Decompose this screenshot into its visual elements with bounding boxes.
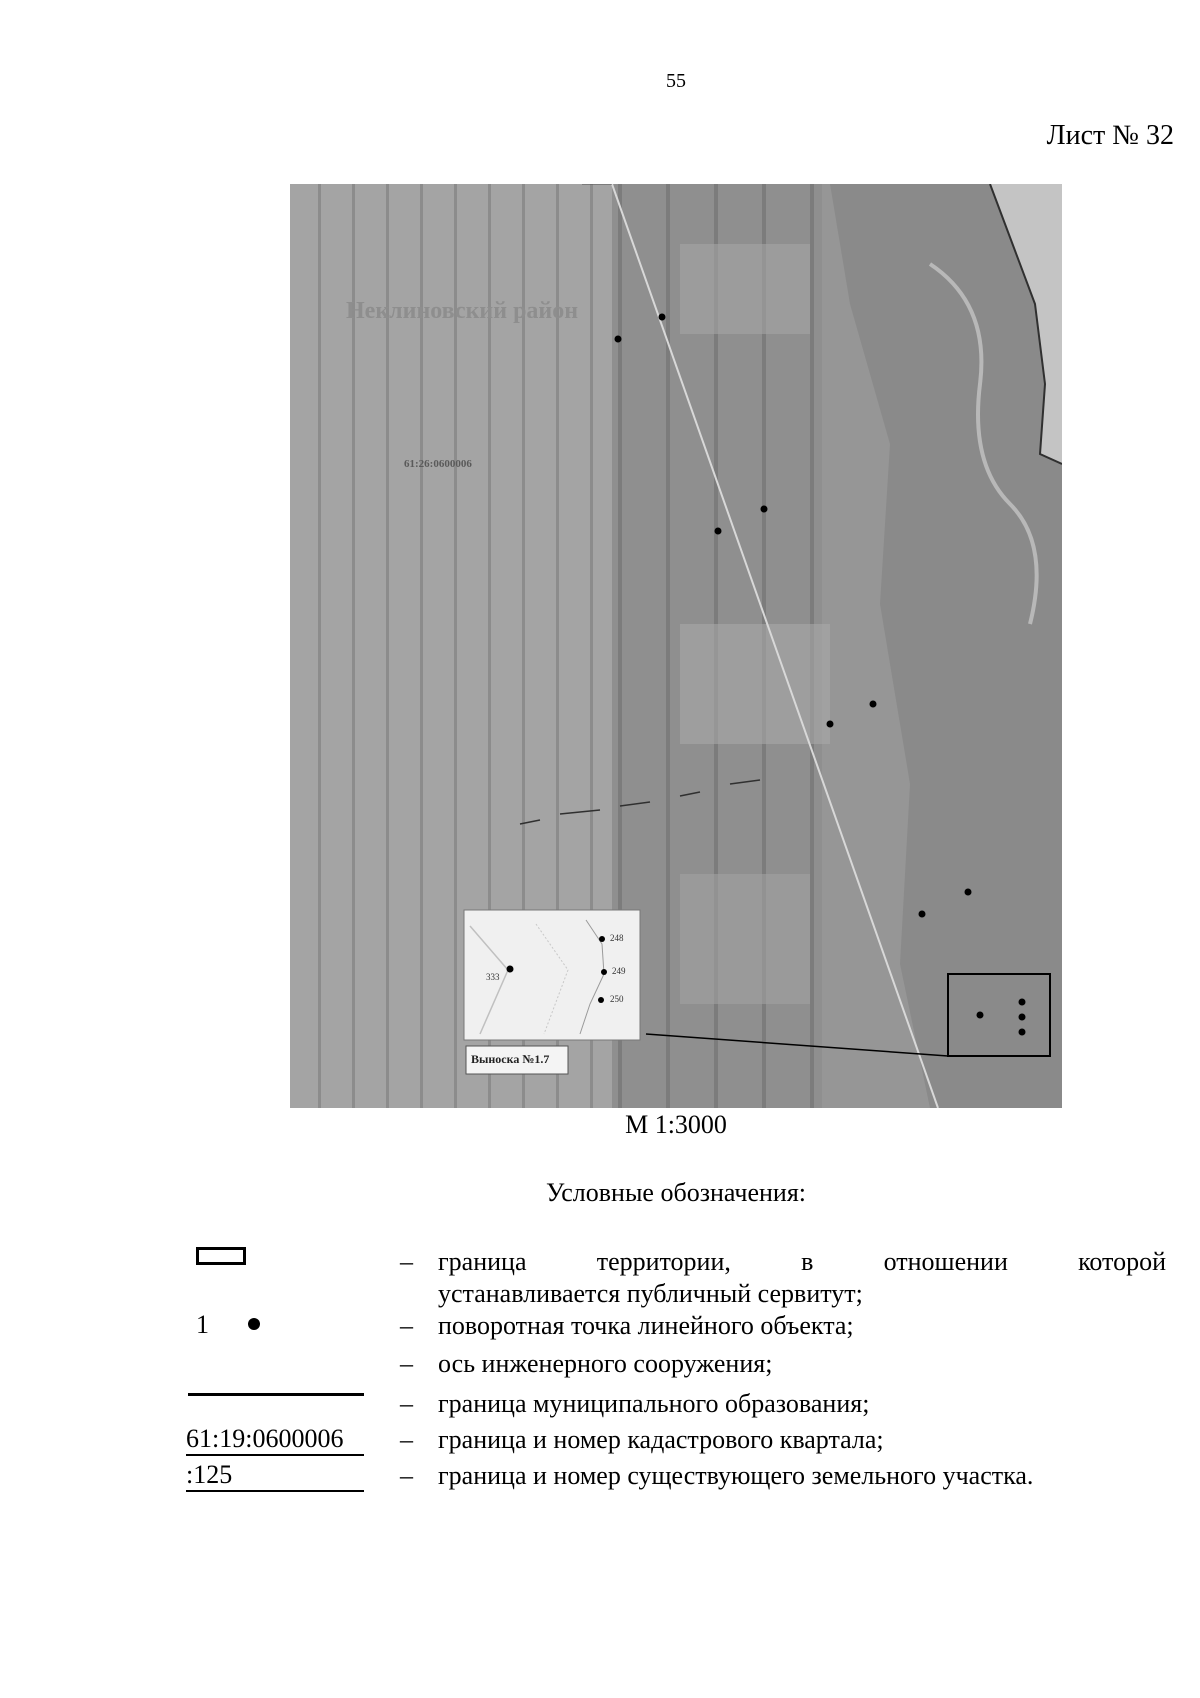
district-label: Неклиновский район (346, 298, 579, 324)
page-number: 55 (666, 70, 686, 92)
municipal-boundary-symbol (188, 1393, 364, 1396)
legend-description: граница и номер кадастрового квартала; (438, 1425, 884, 1454)
map-image (290, 184, 1062, 1108)
inset-point-label: 249 (612, 966, 626, 976)
legend-dash: – (400, 1311, 413, 1340)
legend-dash: – (400, 1247, 413, 1276)
sheet-label: Лист № 32 (1046, 120, 1174, 151)
legend-description: поворотная точка линейного объекта; (438, 1311, 854, 1340)
cadastral-quarter-label: 61:26:0600006 (404, 458, 472, 470)
cadastral-quarter-symbol: 61:19:0600006 (186, 1424, 344, 1453)
legend-description: граница муниципального образования; (438, 1389, 870, 1418)
legend-dash: – (400, 1425, 413, 1454)
legend-description: устанавливается публичный сервитут; (438, 1279, 863, 1308)
inset-point-label: 333 (486, 972, 500, 982)
legend-dash: – (400, 1349, 413, 1378)
legend-description: ось инженерного сооружения; (438, 1349, 773, 1378)
legend-description: граница территории, в отношении которой (438, 1247, 1166, 1276)
inset-point-label: 248 (610, 933, 624, 943)
legend-dash: – (400, 1461, 413, 1490)
turning-point-dot-symbol (248, 1318, 260, 1330)
land-plot-symbol: :125 (186, 1460, 233, 1489)
inset-caption: Выноска №1.7 (471, 1052, 550, 1066)
map-scale: М 1:3000 (625, 1110, 727, 1139)
cadastral-quarter-underline (186, 1454, 364, 1456)
inset-point-label: 250 (610, 994, 624, 1004)
turning-point-number-symbol: 1 (196, 1310, 209, 1339)
legend-title: Условные обозначения: (545, 1178, 807, 1207)
legend-description: граница и номер существующего земельного участка. (438, 1461, 1034, 1490)
servitude-boundary-symbol (196, 1247, 246, 1265)
land-plot-underline (186, 1490, 364, 1492)
legend-dash: – (400, 1389, 413, 1418)
